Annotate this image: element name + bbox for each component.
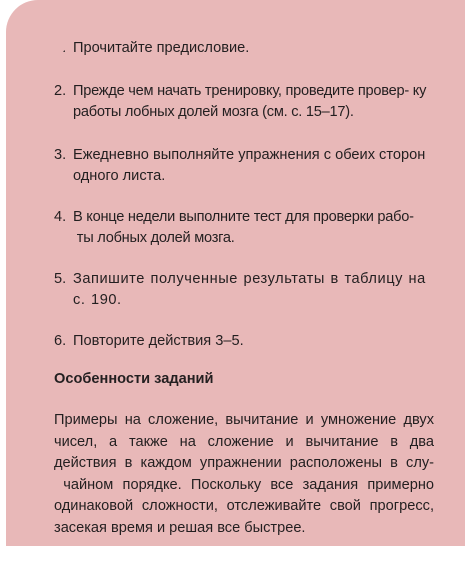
step-number: 6. [54, 333, 67, 349]
step-text: Повторите действия 3–5. [73, 333, 244, 349]
step-text: Прежде чем начать тренировку, проведите провер- ку работы лобных долей мозга (см. с. 15–17). [73, 83, 427, 120]
step-number: 4. [54, 209, 67, 225]
instruction-card [6, 0, 465, 546]
step-number: 2. [54, 83, 67, 99]
step-text: Запишите полученные результаты в таблицу на с. 190. [73, 271, 426, 308]
step-text: В конце недели выполните тест для проверки рабо- ты лобных долей мозга. [73, 209, 414, 246]
step-text: Прочитайте предисловие. [73, 40, 250, 56]
step-item [54, 207, 432, 249]
card-top-edge [38, 0, 465, 32]
step-text: Ежедневно выполняйте упражнения с обеих сторон одного листа. [73, 147, 426, 184]
step-number: 3. [54, 147, 67, 163]
section-heading: Особенности заданий [54, 371, 214, 387]
step-item [54, 331, 432, 352]
section-body: Примеры на сложение, вычитание и умножение двух чисел, а также на сложение и вычитание в два действия в каждом упражнении расположены в слу- чайном порядке. Поскольку все задания примерно одинаковой сложности, отслеживайте свой прогресс, засекая время и решая все быстрее. [54, 412, 434, 536]
step-number: 5. [54, 271, 67, 287]
step-item [54, 81, 432, 123]
step-item [54, 145, 432, 187]
step-item [54, 38, 432, 59]
card-corner-decoration [6, 0, 38, 32]
step-item [54, 269, 432, 311]
